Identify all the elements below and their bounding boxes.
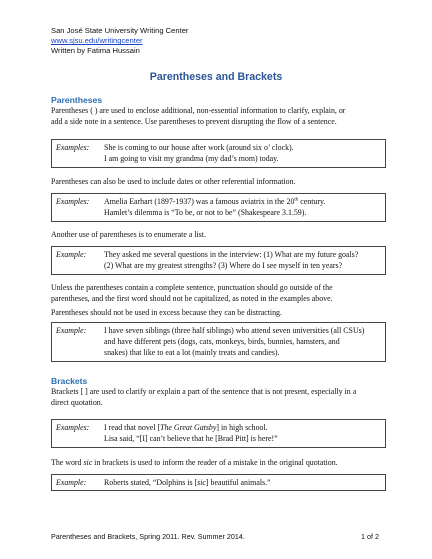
sic-text: The word sic in brackets is used to inform the reader of a mistake in the original quotation. <box>51 458 338 467</box>
example-line: I read that novel [The Great Gatsby] in high school. <box>104 423 268 432</box>
intro-line: add a side note in a sentence. Use parentheses to prevent disrupting the flow of a sentence. <box>51 116 337 126</box>
intro-line: Parentheses ( ) are used to enclose additional, non-essential information to clarify, explain, or <box>51 106 346 115</box>
example-box-sic <box>51 474 386 491</box>
example-line: Lisa said, “[I] can’t believe that he [Brad Pitt] is here!” <box>104 434 278 443</box>
intro-line: Brackets [ ] are used to clarify or explain a part of the sentence that is not present, especially in a <box>51 387 357 396</box>
page-header <box>51 26 188 57</box>
excess-text: Parentheses should not be used in excess because they can be distracting. <box>51 308 282 317</box>
dates-text: Parentheses can also be used to include dates or other referential information. <box>51 177 296 186</box>
page-number: 1 of 2 <box>361 532 379 541</box>
author-line: Written by Fatima Hussain <box>51 46 140 56</box>
example-line: snakes) that like to eat a lot (mainly treats and candies). <box>104 348 280 357</box>
text-line: Unless the parentheses contain a complete sentence, punctuation should go outside of the <box>51 283 333 292</box>
examples-box-dates <box>51 193 386 222</box>
examples-box-brackets <box>51 419 386 448</box>
example-box-enumerate <box>51 246 386 275</box>
examples-label: Examples: <box>56 423 90 432</box>
example-line: I have seven siblings (three half siblings) who attend seven universities (all CSUs) <box>104 326 365 335</box>
examples-box-basic <box>51 139 386 168</box>
example-line: Hamlet’s dilemma is “To be, or not to be” (Shakespeare 3.1.59). <box>104 208 307 217</box>
example-line: They asked me several questions in the interview: (1) What are my future goals? <box>104 250 359 259</box>
example-line: Roberts stated, “Dolphins is [sic] beautiful animals.” <box>104 478 271 487</box>
org-name: San José State University Writing Center <box>51 26 189 35</box>
example-label: Example: <box>56 478 87 487</box>
example-line: and have different pets (dogs, cats, monkeys, birds, bunnies, hamsters, and <box>104 337 340 346</box>
intro-line: direct quotation. <box>51 397 103 407</box>
brackets-intro <box>51 387 386 408</box>
example-label: Example: <box>56 326 87 335</box>
enumerate-text: Another use of parentheses is to enumerate a list. <box>51 230 206 239</box>
example-line: I am going to visit my grandma (my dad’s mom) today. <box>104 154 279 163</box>
example-line: She is coming to our house after work (around six o’ clock). <box>104 143 294 152</box>
section-heading-parentheses: Parentheses <box>51 95 103 105</box>
example-line: (2) What are my greatest strengths? (3) Where do I see myself in ten years? <box>104 261 343 270</box>
example-box-excess <box>51 322 386 362</box>
parentheses-intro <box>51 106 386 127</box>
page-title: Parentheses and Brackets <box>149 71 283 83</box>
examples-label: Examples: <box>56 143 90 152</box>
example-label: Example: <box>56 250 87 259</box>
footer-left: Parentheses and Brackets, Spring 2011. Rev. Summer 2014. <box>51 532 245 541</box>
examples-label: Examples: <box>56 197 90 206</box>
text-line: parentheses, and the first word should not be capitalized, as noted in the examples above. <box>51 293 333 303</box>
example-line: Amelia Earhart (1897-1937) was a famous aviatrix in the 20th century. <box>104 197 326 206</box>
section-heading-brackets: Brackets <box>51 376 88 386</box>
unless-text <box>51 283 386 304</box>
writing-center-link[interactable]: www.sjsu.edu/writingcenter <box>51 36 143 46</box>
